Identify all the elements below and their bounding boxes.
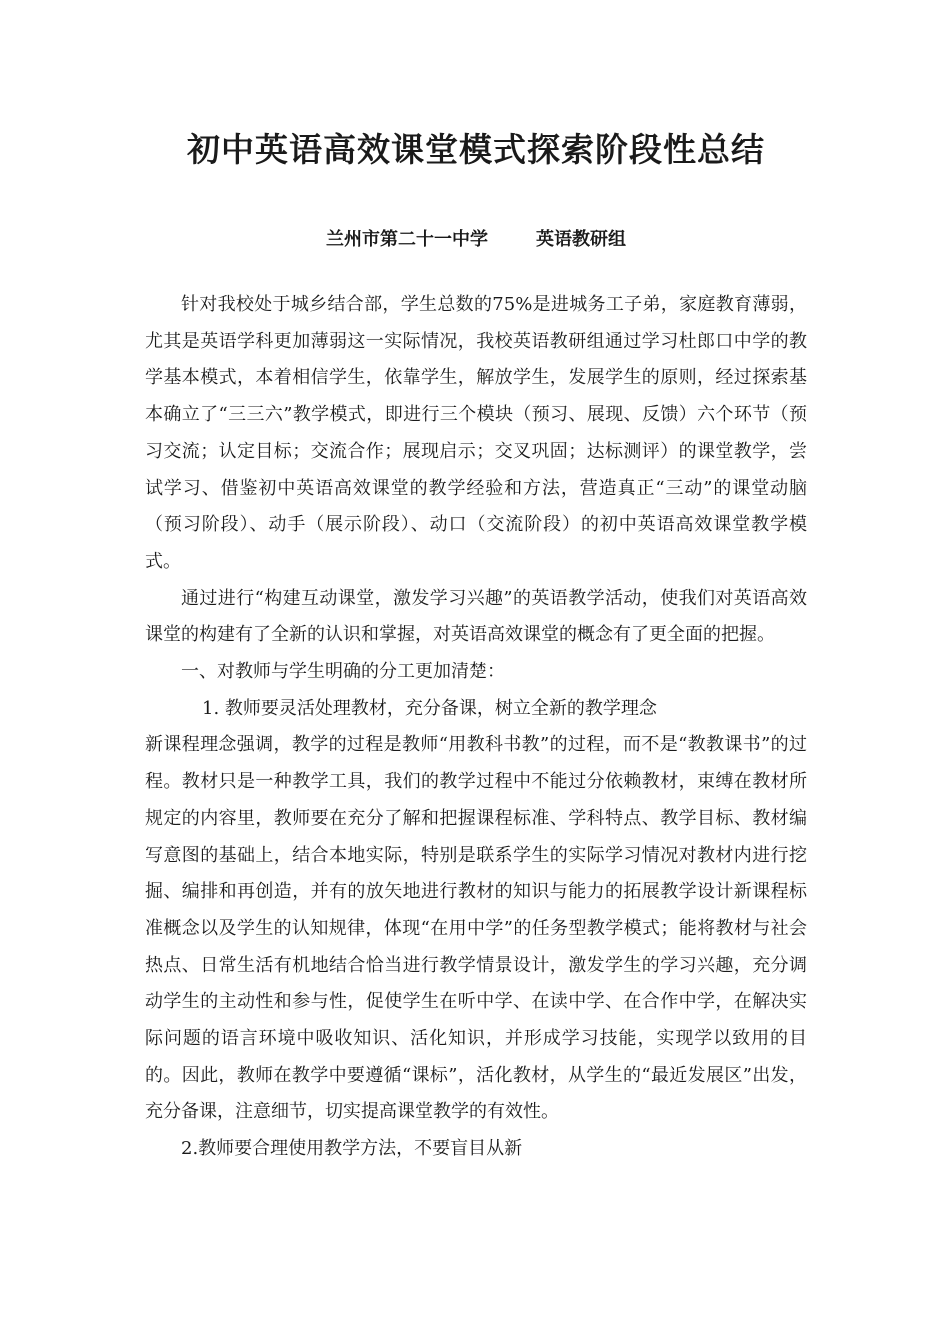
- document-title: 初中英语高效课堂模式探索阶段性总结: [187, 130, 765, 169]
- author-school: 兰州市第二十一中学: [326, 229, 488, 250]
- document-byline: [145, 225, 807, 255]
- document-body: [145, 287, 807, 1168]
- subsection-heading-2: 2.教师要合理使用教学方法，不要盲目从新: [181, 1138, 523, 1160]
- subsection-heading-1: 1. 教师要灵活处理教材，充分备课，树立全新的教学理念: [202, 697, 657, 719]
- author-group: 英语教研组: [536, 229, 626, 250]
- section-heading-1: 一、对教师与学生明确的分工更加清楚：: [181, 661, 505, 683]
- paragraph-subsection-1: 新课程理念强调，教学的过程是教师“用教科书教”的过程，而不是“教教课书”的过程。教材只是一种教学工具，我们的教学过程中不能过分依赖教材，束缚在教材所规定的内容里，教师要在充分了解和把握课程标准、学科特点、教学目标、教材编写意图的基础上，结合本地实际，特别是联系学生的实际学习情况对教材内进行挖掘、编排和再创造，并有的放矢地进行教材的知识与能力的拓展教学设计新课程标准概念以及学生的认知规律，体现“在用中学”的任务型教学模式；能将教材与社会热点、日常生活有机地结合恰当进行教学情景设计，激发学生的学习兴趣，充分调动学生的主动性和参与性，促使学生在听中学、在读中学、在合作中学，在解决实际问题的语言环境中吸收知识、活化知识，并形成学习技能，实现学以致用的目的。因此，教师在教学中要遵循“课标”，活化教材，从学生的“最近发展区”出发，充分备课，注意细节，切实提高课堂教学的有效性。: [145, 734, 807, 1123]
- paragraph-intro: 针对我校处于城乡结合部，学生总数的75%是进城务工子弟，家庭教育薄弱，尤其是英语学科更加薄弱这一实际情况，我校英语教研组通过学习杜郎口中学的教学基本模式，本着相信学生，依靠学生，解放学生，发展学生的原则，经过探索基本确立了“三三六”教学模式，即进行三个模块（预习、展现、反馈）六个环节（预习交流；认定目标；交流合作；展现启示；交叉巩固；达标测评）的课堂教学，尝试学习、借鉴初中英语高效课堂的教学经验和方法，营造真正“三动”的课堂动脑（预习阶段）、动手（展示阶段）、动口（交流阶段）的初中英语高效课堂教学模式。: [145, 294, 807, 572]
- paragraph-summary: 通过进行“构建互动课堂，激发学习兴趣”的英语教学活动，使我们对英语高效课堂的构建有了全新的认识和掌握，对英语高效课堂的概念有了更全面的把握。: [145, 587, 807, 646]
